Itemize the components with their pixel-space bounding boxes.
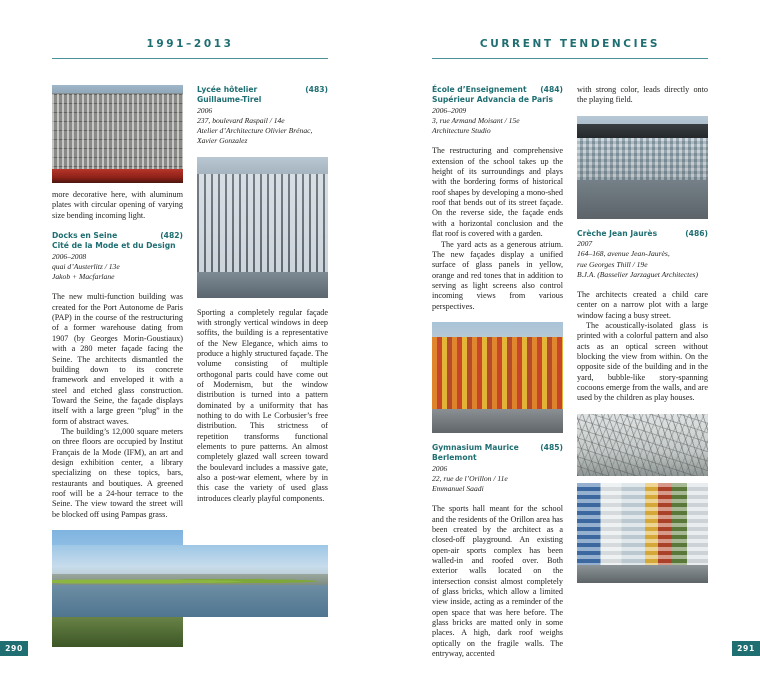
entry-architect: B.J.A. (Basselier Jarzaguet Architectes): [577, 269, 699, 279]
entry-subtitle: Supérieur Advancia de Paris: [432, 95, 554, 105]
entry-architect: Atelier d’Architecture Olivier Brénac,: [197, 126, 313, 136]
photo-winter-branches: [577, 414, 708, 476]
paragraph-gymnasium: The sports hall meant for the school and the residents of the Orillon area has been created by the architect as a closed-off playground. An existing open-air sports complex has been walled-in and roofed over. Both exterior walls located on the intersection consist almost completely of glass bricks, which allow a limited view inside, acting as a reminder of the open space that was here before. The glass bricks are matted only in some places. A high, dark roof weighs optically on the fragile walls. The entryway, accented: [432, 504, 563, 659]
entry-architect: Architecture Studio: [432, 126, 491, 136]
paragraph-continuation-gymnasium: with strong color, leads directly onto the playing field.: [577, 85, 708, 105]
entry-address: 22, rue de l’Orillon / 11e: [432, 473, 508, 483]
entry-number: (483): [305, 85, 328, 94]
running-head-right: CURRENT TENDENCIES: [479, 38, 661, 50]
photo-gymnasium-glass-brick: [577, 116, 708, 219]
running-head-rule-left: [52, 58, 328, 59]
page-number-left: 290: [0, 641, 28, 656]
entry-title-row: [432, 443, 563, 453]
entry-address-2: rue Georges Thill / 19e: [577, 259, 648, 269]
paragraph-docks-1: The new multi-function building was created for the Port Autonome de Paris (PAP) in the course of the restructuring of a former warehouse dating from 1907 (by Georges Morin-Goustiaux) with a 280 meter façade facing the Seine. The architects dismantled the building down to its concrete framework and enveloped it with a steel and etched glass construction. Toward the Seine, the façade displays itself with a large green “plug” in the form of abstract waves.: [52, 292, 183, 426]
paragraph-creche-1: The architects created a child care center on a narrow plot with a large window facing a busy street.: [577, 289, 708, 320]
photo-aluminium-facade: [52, 85, 183, 183]
entry-lycee-hotelier: [197, 85, 328, 147]
entry-number: (482): [160, 231, 183, 241]
running-head-rule-right: [432, 58, 708, 59]
entry-architect: Emmanuel Saadi: [432, 484, 484, 494]
entry-year: 2006: [432, 463, 448, 473]
running-head-left: 1991–2013: [146, 38, 234, 50]
entry-title-row: [52, 231, 183, 241]
photo-printed-pattern-glass: [577, 483, 708, 583]
entry-address: 237, boulevard Raspail / 14e: [197, 116, 285, 126]
entry-title-text: Crèche Jean Jaurès: [577, 228, 658, 238]
paragraph-lycee: Sporting a completely regular façade with strongly vertical windows in deep soffits, the building is a representative of the New Elegance, which aims to produce a highly structured façade. The volume consisting of multiple orthogonal parts could have come out of Modernism, but the window distribution is turned into a pattern dominated by a uniformity that has nothing to do with Le Corbusier’s free distribution. This strictness of repetition transforms functional elements to pure patterns. An almost completely glazed wall screen toward the boulevard includes a massive gate, also a post-war element, where by in this case the variety of used glass introduces clearly playful components.: [197, 307, 328, 503]
entry-title-row: [577, 229, 708, 239]
right-page: [380, 0, 760, 680]
entry-number: (484): [540, 85, 563, 94]
column-3: [432, 85, 563, 659]
entry-title-row: [197, 85, 328, 106]
entry-gymnasium-berlemont: [432, 443, 563, 494]
entry-subtitle: Berlemont: [432, 453, 477, 463]
entry-year: 2007: [577, 239, 593, 249]
entry-ecole-advancia: [432, 85, 563, 136]
entry-address: 164–168, avenue Jean-Jaurès,: [577, 249, 670, 259]
right-page-columns: [432, 85, 708, 659]
paragraph-creche-2: The acoustically-isolated glass is printed with a colorful pattern and also acts as an optical screen without blocking the view from within. On the opposite side of the building and in the yard, bubble-like story-spanning cocoons emerge from the walls, and are used by the children as play houses.: [577, 320, 708, 403]
paragraph-continuation: more decorative here, with aluminum plates with circular opening of varying size bending incoming light.: [52, 190, 183, 220]
page-number-right: 291: [732, 641, 760, 656]
entry-docks-en-seine: [52, 231, 183, 282]
paragraph-docks-2: The building’s 12,000 square meters on three floors are occupied by Institut Français de la Mode (IFM), an art and design exhibition center, a library specializing on these topics, bars, restaurants and boutiques. A greened roof will be a 24-hour terrace to the Seine. The view toward the street will be blocked off using Pampas grass.: [52, 426, 183, 519]
photo-advancia-colored-facade: [432, 322, 563, 433]
entry-title-text: Docks en Seine: [52, 231, 118, 241]
entry-title-text: Gymnasium Maurice: [432, 442, 519, 452]
entry-year: 2006: [197, 105, 213, 115]
paragraph-advancia-2: The yard acts as a generous atrium. The new façades display a unified surface of glass panels in yellow, orange and red tones that in addition to serving as light screens also control incoming views from various perspectives.: [432, 239, 563, 311]
paragraph-advancia-1: The restructuring and comprehensive extension of the school takes up the height of its surroundings and plays with the bordering forms of historical roof shapes by developing a mono-shed roof that bends out of its street façade. On the reverse side, the façade ends with a horizontal conclusion and the flat roof is covered with a garden.: [432, 146, 563, 239]
entry-title-text: Lycée hôtelier Guillaume-Tirel: [197, 85, 262, 105]
entry-address: 3, rue Armand Moisant / 15e: [432, 116, 520, 126]
photo-seine-panorama: [52, 545, 328, 617]
entry-year: 2006–2008: [52, 251, 87, 261]
entry-number: (486): [685, 228, 708, 238]
entry-title-row: [432, 85, 563, 95]
entry-number: (485): [540, 442, 563, 452]
column-4: [577, 85, 708, 635]
entry-address: quai d’Austerlitz / 13e: [52, 262, 120, 272]
entry-creche-jean-jaures: [577, 229, 708, 280]
entry-architect-2: Xavier Gonzalez: [197, 136, 248, 146]
entry-year: 2006–2009: [432, 105, 467, 115]
entry-subtitle: Cité de la Mode et du Design: [52, 241, 176, 251]
entry-architect: Jakob + Macfarlane: [52, 272, 115, 282]
entry-title-text: École d’Enseignement: [432, 85, 527, 94]
photo-lycee-hotelier-facade: [197, 157, 328, 298]
